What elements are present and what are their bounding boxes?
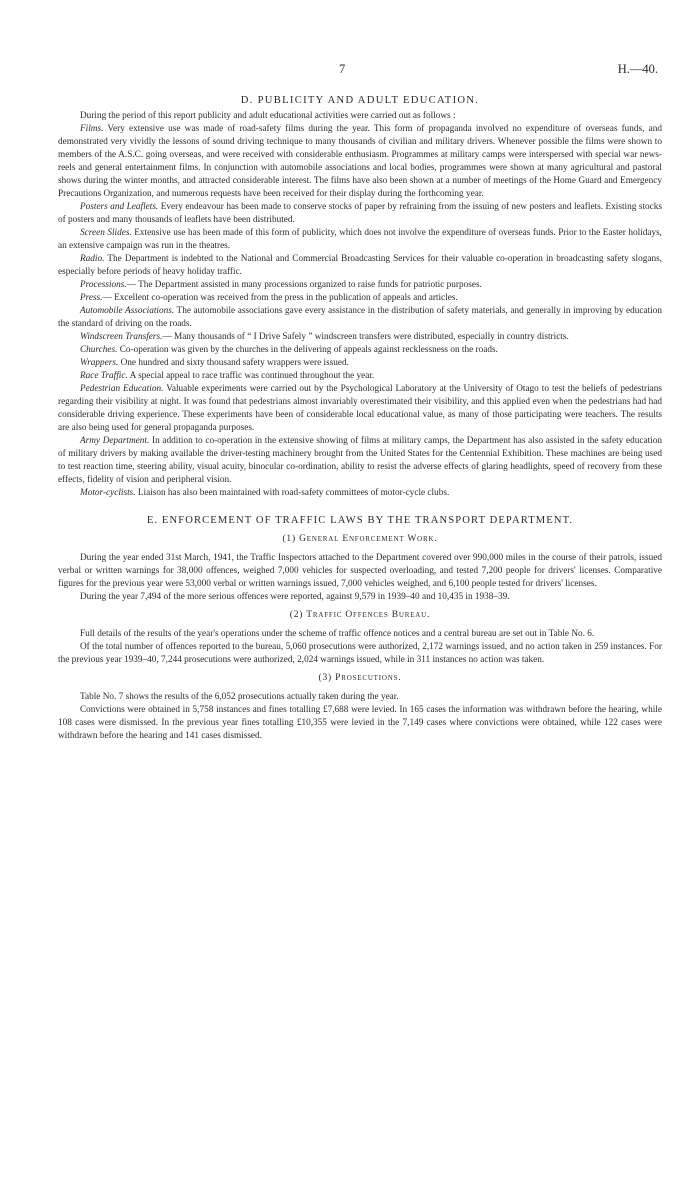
page-body <box>58 94 662 743</box>
item-label: Press. <box>80 293 103 303</box>
prosecutions-paragraph: Table No. 7 shows the results of the 6,052 prosecutions actually taken during the year. <box>80 692 399 702</box>
item-label: Churches. <box>80 345 118 355</box>
page-header <box>0 62 700 78</box>
item-label: Wrappers. <box>80 358 119 368</box>
item-text: — Excellent co-operation was received from the press in the publication of appeals and articles. <box>102 293 458 303</box>
item-label: Screen Slides. <box>80 228 132 238</box>
item-text: In addition to co-operation in the extensive showing of films at military camps, the Department has also assisted in the safety education of military drivers by making available the driver-testing machinery brought from the United States for the Centennial Exhibition. These machines are being used to test reaction time, steering ability, visual acuity, binocular co-ordination, ability to resist the adverse effects of glaring headlights, speed of recovery from these effects, fidelity of vision and peripheral vision. <box>58 436 662 485</box>
item-text: A special appeal to race traffic was continued throughout the year. <box>127 371 375 381</box>
item-films <box>58 123 662 201</box>
item-motor-cyclists <box>58 487 662 500</box>
item-label: Automobile Associations. <box>80 306 175 316</box>
item-label: Windscreen Transfers. <box>80 332 163 342</box>
item-text: Liaison has also been maintained with road-safety committees of motor-cycle clubs. <box>135 488 450 498</box>
section-d-intro: During the period of this report publicity and adult educational activities were carried out as follows : <box>80 111 456 121</box>
item-wrappers <box>58 357 662 370</box>
section-e-heading: E. ENFORCEMENT OF TRAFFIC LAWS BY THE TRANSPORT DEPARTMENT. <box>146 515 574 526</box>
subsection-prosecutions-heading: (3) Prosecutions. <box>318 673 402 683</box>
item-text: Co-operation was given by the churches in the delivering of appeals against recklessness on the roads. <box>117 345 498 355</box>
item-posters-leaflets <box>58 201 662 227</box>
item-race-traffic <box>58 370 662 383</box>
subsection-general-enforcement-heading: (1) General Enforcement Work. <box>282 534 438 544</box>
item-text: Every endeavour has been made to conserve stocks of paper by refraining from the issuing of new posters and leaflets. Existing stocks of posters and many thousands of leaflets have been distributed. <box>58 202 662 225</box>
item-label: Pedestrian Education. <box>80 384 164 394</box>
item-label: Films. <box>80 124 104 134</box>
general-enforcement-paragraph: During the year 7,494 of the more serious offences were reported, against 9,579 in 1939–40 and 10,435 in 1938–39. <box>80 592 510 602</box>
item-text: — The Department assisted in many processions organized to raise funds for patriotic purposes. <box>126 280 482 290</box>
item-label: Processions. <box>80 280 127 290</box>
item-press <box>58 292 662 305</box>
item-screen-slides <box>58 227 662 253</box>
subsection-traffic-offences-bureau-heading: (2) Traffic Offences Bureau. <box>289 610 431 620</box>
item-text: Extensive use has been made of this form of publicity, which does not involve the expenditure of overseas funds. Prior to the Easter holidays, an extensive campaign was run in the theatres. <box>58 228 662 251</box>
item-text: — Many thousands of “ I Drive Safely ” windscreen transfers were distributed, especially in country districts. <box>162 332 569 342</box>
item-pedestrian-education <box>58 383 662 435</box>
section-d-heading: D. PUBLICITY AND ADULT EDUCATION. <box>240 95 480 106</box>
item-windscreen-transfers <box>58 331 662 344</box>
general-enforcement-paragraph: During the year ended 31st March, 1941, the Traffic Inspectors attached to the Department covered over 990,000 miles in the course of their patrols, issued verbal or written warnings for 38,000 offences, weighed 7,000 vehicles for suspected overloading, and tested 7,200 people for drivers' licenses. Comparative figures for the previous year were 53,000 verbal or written warnings issued, 7,000 vehicles weighed, and 6,100 people tested for drivers' licenses. <box>58 553 662 589</box>
item-label: Posters and Leaflets. <box>80 202 159 212</box>
item-text: Very extensive use was made of road-safety films during the year. This form of propaganda involved no expenditure of overseas funds, and demonstrated very vividly the lessons of sound driving technique to many thousands of civilian and military drivers. Whenever possible the films were shown to members of the A.S.C. going overseas, and were received with considerable enthusiasm. Programmes at military camps were interspersed with special war news-reels and general entertainment films. In conjunction with automobile associations and local bodies, programmes were shown at many agricultural and pastoral shows during the winter months, and attracted considerable interest. The films have also been shown at a number of meetings of the Home Guard and Emergency Precautions Organization, and numerous requests have been received for their display during the forthcoming year. <box>58 124 662 199</box>
item-automobile-associations <box>58 305 662 331</box>
page-number: 7 <box>339 62 346 76</box>
item-label: Army Department. <box>80 436 150 446</box>
prosecutions-paragraph: Convictions were obtained in 5,758 instances and fines totalling £7,688 were levied. In 165 cases the information was withdrawn before the hearing, while 108 cases were dismissed. In the previous year fines totalling £10,355 were levied in the 7,149 cases where convictions were obtained, while 122 cases were withdrawn before the hearing and 141 cases dismissed. <box>58 705 662 741</box>
item-label: Race Traffic. <box>80 371 128 381</box>
item-text: Valuable experiments were carried out by the Psychological Laboratory at the University of Otago to test the beliefs of pedestrians regarding their visibility at night. It was found that pedestrians almost invariably overestimated their visibility, and this applied even when the pedestrians had had considerable driving experience. These experiments have been of considerable local educational value, as many of those participating were teachers. The results are also being used for general propaganda purposes. <box>58 384 662 433</box>
item-radio <box>58 253 662 279</box>
item-text: The Department is indebted to the National and Commercial Broadcasting Services for their valuable co-operation in broadcasting safety slogans, especially before periods of heavy holiday traffic. <box>58 254 662 277</box>
bureau-paragraph: Of the total number of offences reported to the bureau, 5,060 prosecutions were authorized, 2,172 warnings issued, and no action taken in 259 instances. For the previous year 1939–40, 7,244 prosecutions were authorized, 2,024 warnings issued, while in 311 instances no action was taken. <box>58 642 662 665</box>
item-text: One hundred and sixty thousand safety wrappers were issued. <box>118 358 349 368</box>
item-label: Motor-cyclists. <box>80 488 136 498</box>
item-army-department <box>58 435 662 487</box>
item-label: Radio. <box>80 254 105 264</box>
bureau-paragraph: Full details of the results of the year's operations under the scheme of traffic offence notices and a central bureau are set out in Table No. 6. <box>80 629 595 639</box>
document-reference: H.—40. <box>617 62 658 76</box>
item-churches <box>58 344 662 357</box>
item-text: The automobile associations gave every assistance in the distribution of safety materials, and generally in improving by education the standard of driving on the roads. <box>58 306 662 329</box>
item-processions <box>58 279 662 292</box>
